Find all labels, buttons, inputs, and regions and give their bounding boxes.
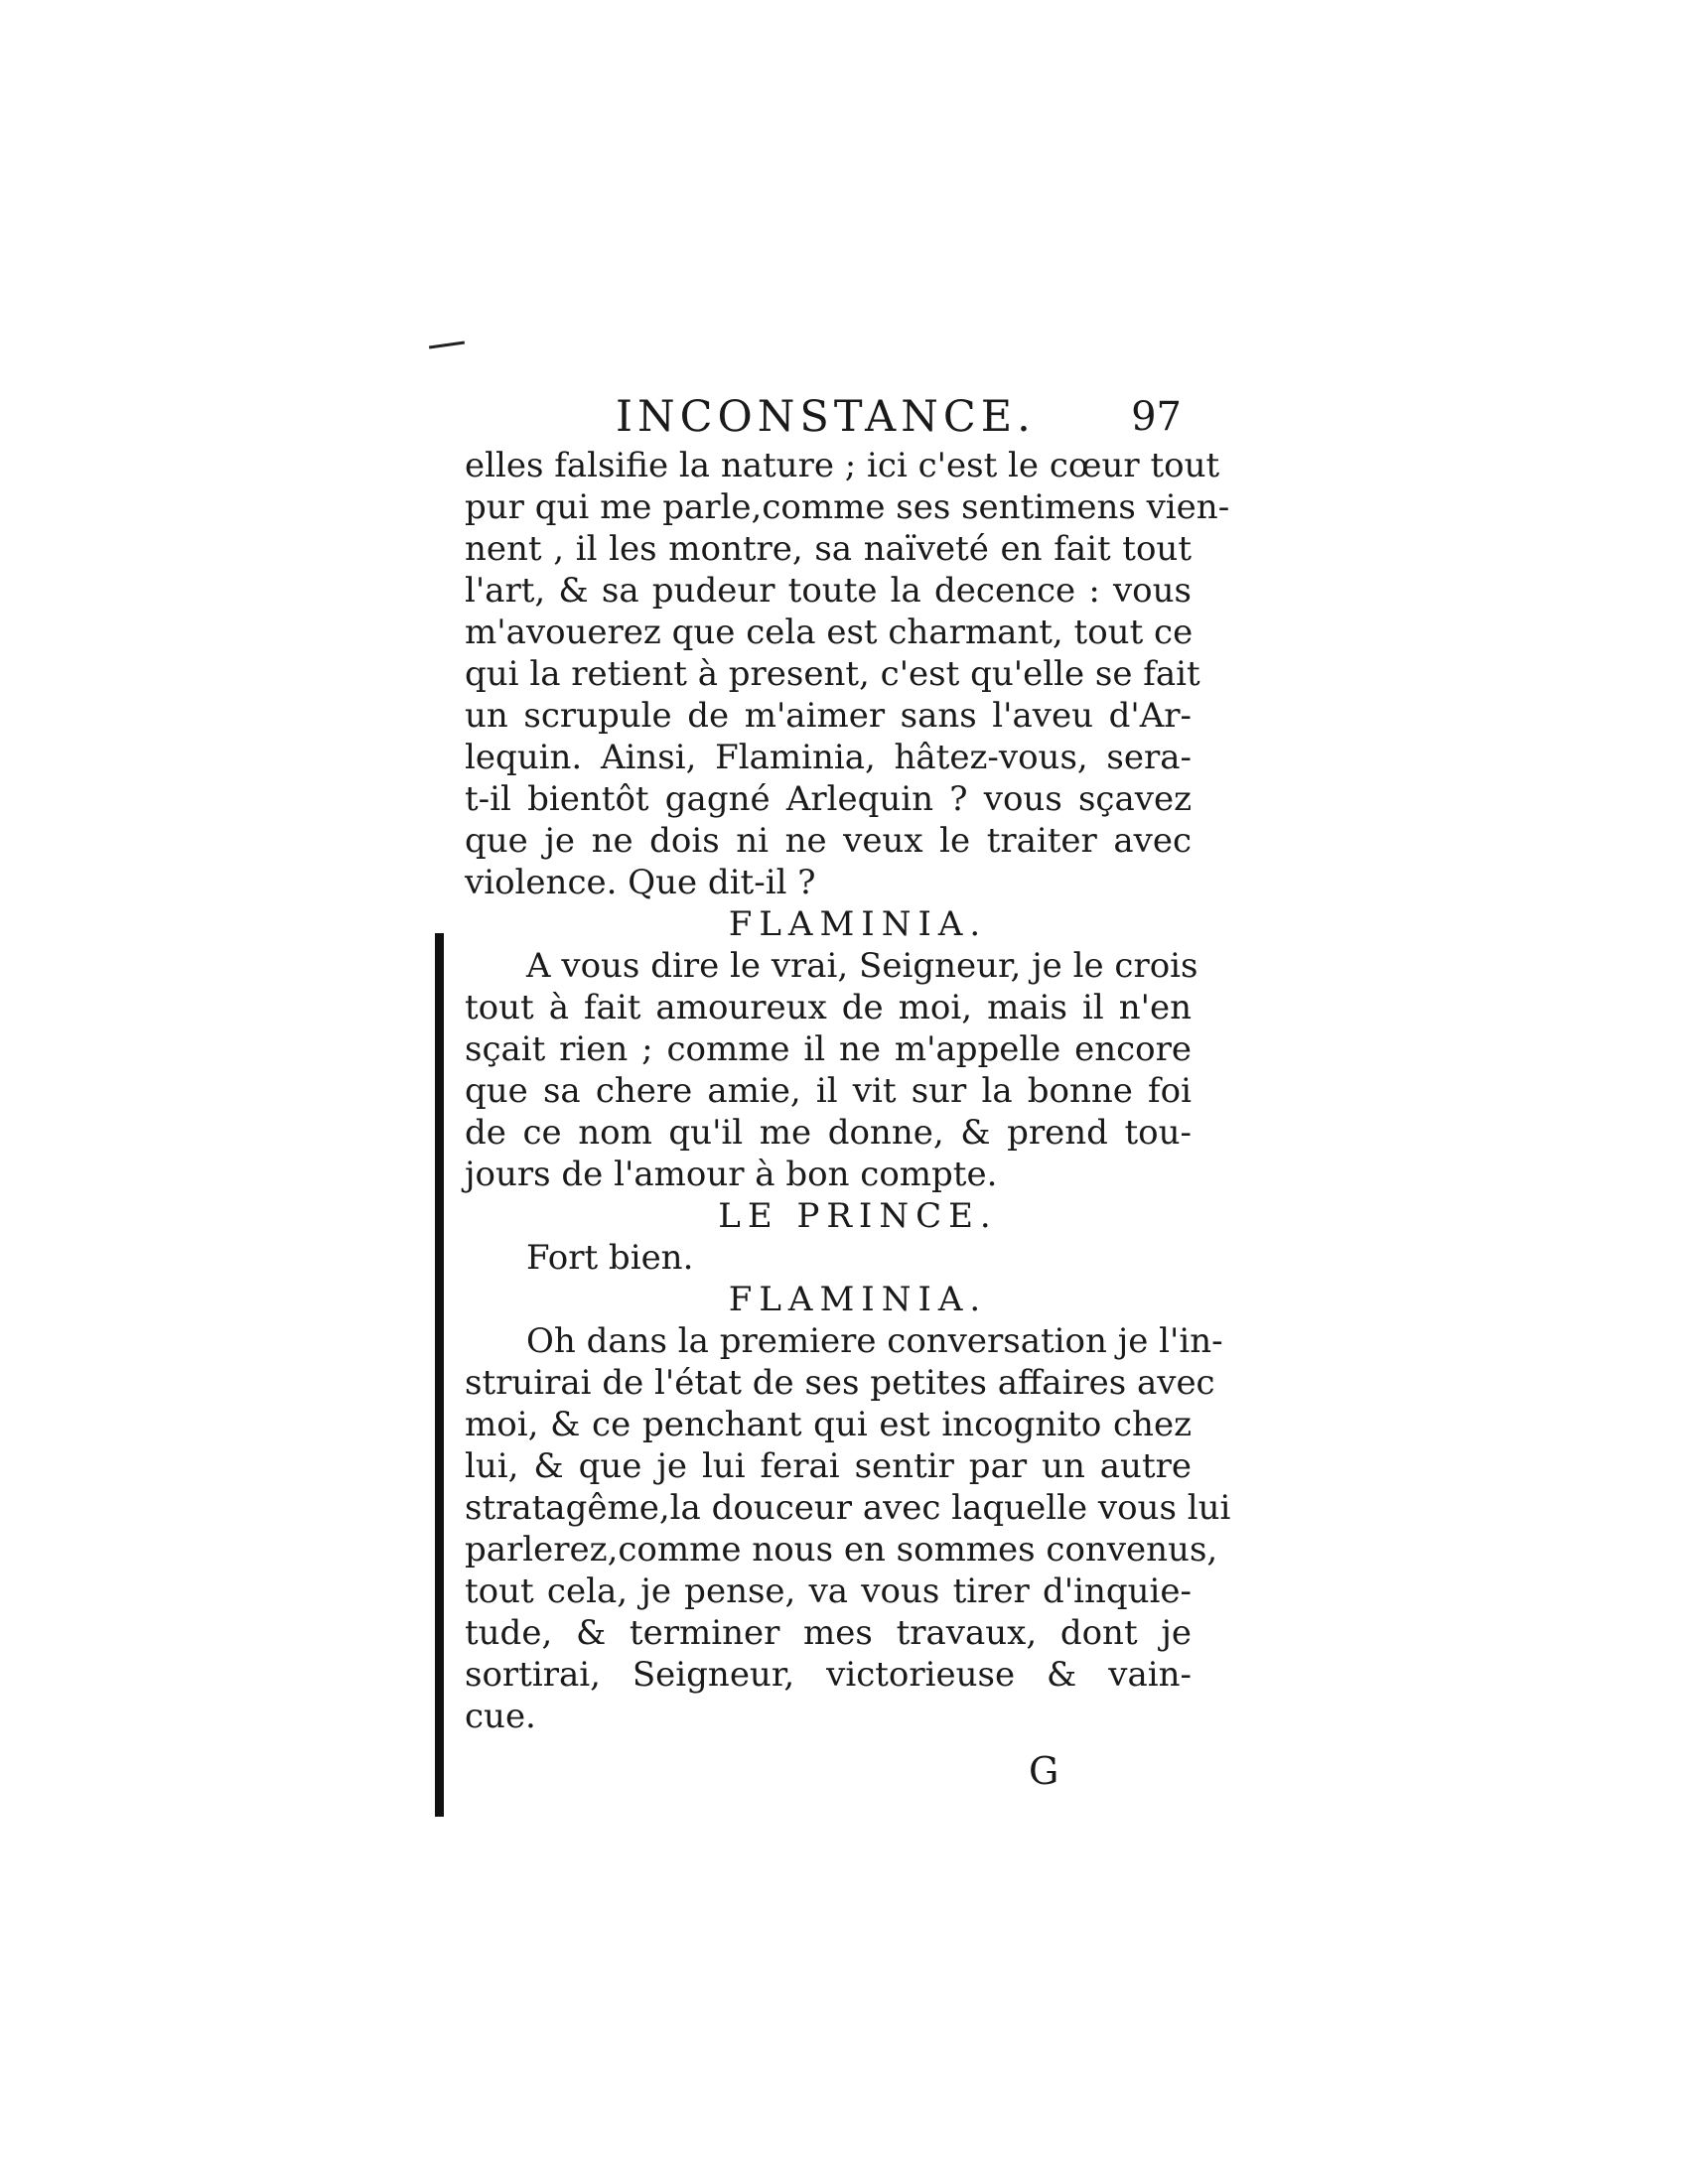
text-line: elles falsifie la nature ; ici c'est le cœur tout	[465, 446, 1220, 485]
text-line: nent , il les montre, sa naïveté en fait tout	[465, 529, 1192, 569]
text-line: Fort bien.	[526, 1238, 694, 1278]
text-line: struirai de l'état de ses petites affaires avec	[465, 1363, 1215, 1403]
text-line: qui la retient à present, c'est qu'elle se fait	[465, 654, 1200, 694]
text-line: de ce nom qu'il me donne, & prend tou-	[465, 1113, 1192, 1153]
text-line: que je ne dois ni ne veux le traiter avec	[465, 821, 1192, 861]
corner-mark	[429, 341, 465, 349]
text-line: moi, & ce penchant qui est incognito chez	[465, 1405, 1192, 1444]
text-line: Oh dans la premiere conversation je l'in-	[526, 1321, 1223, 1361]
text-line: stratagême,la douceur avec laquelle vous lui	[465, 1488, 1231, 1528]
text-line: sçait rien ; comme il ne m'appelle encore	[465, 1029, 1192, 1069]
page-number: 97	[1131, 394, 1182, 440]
text-line: tout à fait amoureux de moi, mais il n'en	[465, 988, 1192, 1027]
margin-rule	[435, 933, 444, 1817]
text-line: un scrupule de m'aimer sans l'aveu d'Ar-	[465, 696, 1192, 736]
text-line: parlerez,comme nous en sommes convenus,	[465, 1530, 1218, 1570]
text-line: pur qui me parle,comme ses sentimens vien-	[465, 487, 1230, 527]
speaker-name: FLAMINIA.	[728, 904, 988, 944]
text-line: tude, & terminer mes travaux, dont je	[465, 1613, 1192, 1653]
signature-mark: G	[1029, 1749, 1059, 1793]
text-line: lui, & que je lui ferai sentir par un autre	[465, 1446, 1192, 1486]
text-line: t-il bientôt gagné Arlequin ? vous sçavez	[465, 779, 1192, 819]
text-line: m'avouerez que cela est charmant, tout ce	[465, 613, 1194, 652]
page-header	[457, 392, 1192, 442]
text-line: cue.	[465, 1697, 536, 1736]
text-block	[465, 445, 1231, 1737]
text-line: tout cela, je pense, va vous tirer d'inquie-	[465, 1571, 1192, 1611]
text-line: lequin. Ainsi, Flaminia, hâtez-vous, sera-	[465, 738, 1192, 777]
speaker-name: LE PRINCE.	[718, 1196, 998, 1236]
text-line: jours de l'amour à bon compte.	[465, 1155, 998, 1194]
speaker-name: FLAMINIA.	[728, 1280, 988, 1319]
text-line: l'art, & sa pudeur toute la decence : vous	[465, 571, 1192, 611]
text-line: violence. Que dit-il ?	[465, 863, 816, 902]
text-line: que sa chere amie, il vit sur la bonne foi	[465, 1071, 1192, 1111]
text-line: sortirai, Seigneur, victorieuse & vain-	[465, 1655, 1192, 1695]
running-title: INCONSTANCE.	[616, 392, 1036, 442]
text-line: A vous dire le vrai, Seigneur, je le crois	[526, 946, 1198, 986]
